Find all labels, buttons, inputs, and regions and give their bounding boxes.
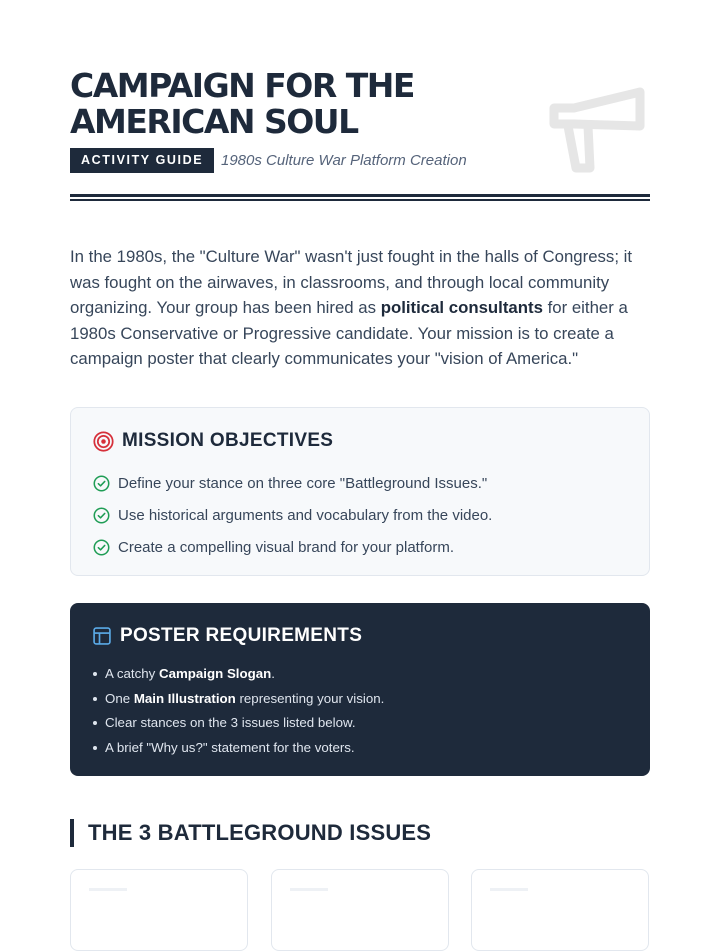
requirement-text: One xyxy=(105,690,134,706)
objective-text: Use historical arguments and vocabulary from the video. xyxy=(118,506,493,524)
intro-text-start: In the 1980s, the "Culture War" wasn't just fought in the halls of Congress; it was fought on the airwaves, in classrooms, and through local community organizing. Your group has been hired as xyxy=(70,247,633,318)
page-title: CAMPAIGN FOR THE AMERICAN SOUL xyxy=(70,66,414,141)
subtitle: 1980s Culture War Platform Creation xyxy=(221,152,467,169)
check-circle-icon xyxy=(93,475,110,492)
issue-card-accent xyxy=(290,888,328,891)
poster-requirements-panel xyxy=(70,603,650,776)
intro-text-end: for either a 1980s Conservative or Progressive candidate. Your mission is to create a campaign poster that clearly communicates your "vision of America." xyxy=(70,298,628,369)
requirement-item xyxy=(105,687,384,712)
header-rule xyxy=(70,194,650,197)
objectives-list xyxy=(93,467,492,563)
requirement-item xyxy=(105,736,384,761)
requirements-list xyxy=(105,662,384,760)
intro-paragraph xyxy=(70,244,650,372)
issue-card-accent xyxy=(89,888,127,891)
requirement-text-end: representing your vision. xyxy=(235,690,385,706)
issue-card xyxy=(70,869,248,951)
objective-item xyxy=(93,499,492,531)
requirement-item xyxy=(105,711,384,736)
objective-item xyxy=(93,467,492,499)
requirement-bold: Campaign Slogan xyxy=(158,666,272,681)
target-icon xyxy=(93,431,114,452)
requirements-title: POSTER REQUIREMENTS xyxy=(120,625,363,646)
layout-icon xyxy=(92,626,112,646)
requirement-bold: Main Illustration xyxy=(133,690,236,706)
requirement-item xyxy=(105,662,384,687)
requirements-header xyxy=(92,625,362,647)
objectives-header xyxy=(93,430,333,452)
header-rule-secondary xyxy=(70,199,650,201)
requirement-text: Clear stances on the 3 issues listed below. xyxy=(105,715,356,730)
intro-bold-term: political consultants xyxy=(380,298,543,318)
battleground-issues-heading xyxy=(70,819,431,847)
check-circle-icon xyxy=(93,539,110,556)
check-circle-icon xyxy=(93,507,110,524)
requirement-text-end: . xyxy=(271,666,275,681)
issue-card xyxy=(471,869,649,951)
megaphone-icon xyxy=(546,86,650,178)
issue-card xyxy=(271,869,449,951)
objective-item xyxy=(93,531,492,563)
activity-guide-badge: ACTIVITY GUIDE xyxy=(70,148,214,173)
objective-text: Define your stance on three core "Battleground Issues." xyxy=(118,474,488,492)
issue-card-accent xyxy=(490,888,528,891)
issues-title: THE 3 BATTLEGROUND ISSUES xyxy=(88,820,432,845)
objectives-title: MISSION OBJECTIVES xyxy=(122,430,334,451)
objective-text: Create a compelling visual brand for your platform. xyxy=(118,538,454,556)
mission-objectives-panel xyxy=(70,407,650,576)
requirement-text: A catchy xyxy=(105,666,159,681)
requirement-text: A brief "Why us?" statement for the voters. xyxy=(105,739,355,755)
